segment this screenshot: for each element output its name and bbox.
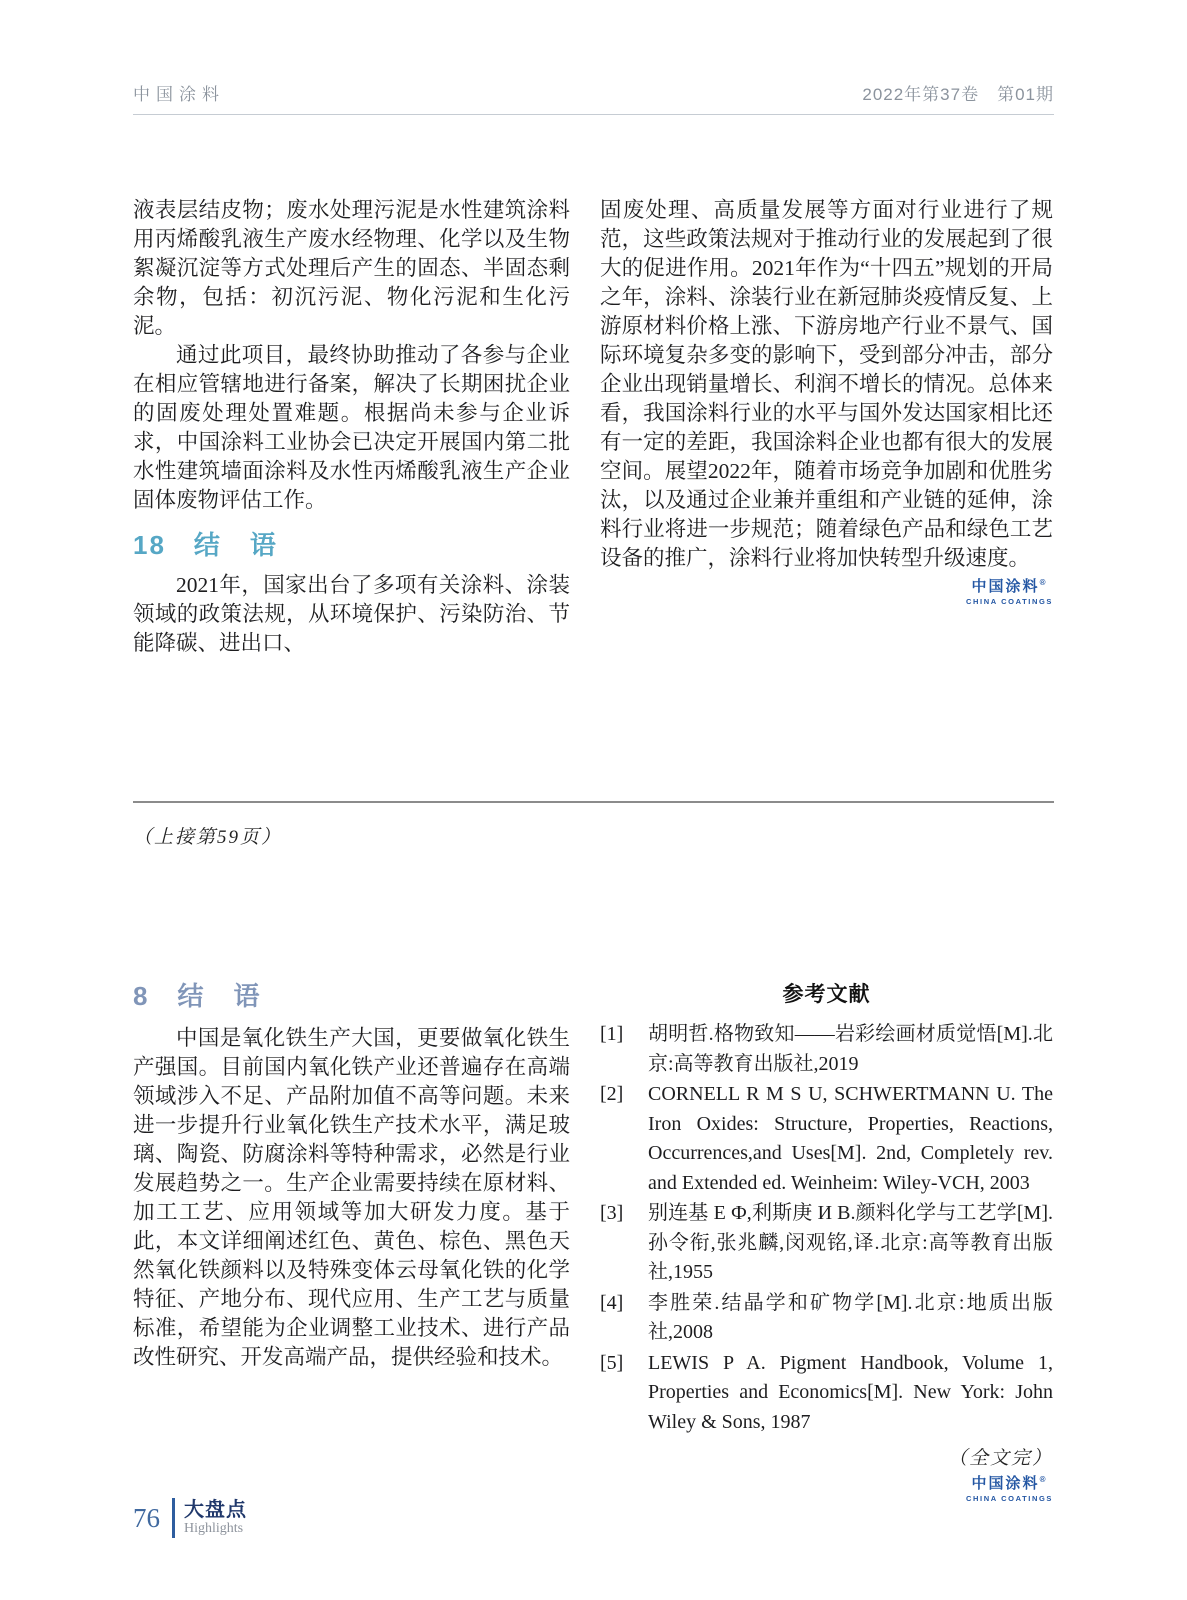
reference-text: CORNELL R M S U, SCHWERTMANN U. The Iron Oxides: Structure, Properties, Reactions, Occurrences,and Uses[M]. 2nd, Completely rev. and Extended ed. Weinheim: Wiley-VCH, 2003 [648, 1083, 1053, 1194]
reference-item [600, 1020, 1053, 1079]
china-coatings-logo [966, 1476, 1053, 1503]
section-heading-8-conclusion: 8 结 语 [133, 981, 262, 1011]
column-name-english: Highlights [184, 1521, 244, 1536]
reference-text: 别连基 Е Ф,利斯庚 И В.颜料化学与工艺学[M].孙令衔,张兆麟,闵观铭,译.北京:高等教育出版社,1955 [648, 1202, 1053, 1283]
references-column [600, 978, 1053, 1506]
reference-number: [1] [600, 1023, 624, 1045]
end-of-article-note: （全文完） [947, 1448, 1053, 1469]
article-bottom [133, 978, 1054, 1506]
issue-info: 2022年第37卷 第01期 [862, 85, 1054, 104]
footer-divider-bar [172, 1498, 175, 1538]
reference-item [600, 1199, 1053, 1288]
column-name: 大盘点 [184, 1499, 247, 1521]
reference-text: 胡明哲.格物致知——岩彩绘画材质觉悟[M].北京:高等教育出版社,2019 [648, 1023, 1053, 1075]
logo-container [600, 579, 1053, 609]
page-footer [133, 1498, 247, 1538]
page-number: 76 [133, 1502, 160, 1533]
china-coatings-logo [966, 579, 1053, 606]
column-name-block [184, 1499, 247, 1537]
logo-text-en: CHINA COATINGS [966, 1493, 1053, 1503]
continuation-note: （上接第59页） [133, 827, 283, 848]
article-top [133, 196, 1054, 658]
reference-number: [2] [600, 1083, 624, 1105]
logo-text-en: CHINA COATINGS [966, 596, 1053, 606]
journal-brand: 中国涂料 [133, 85, 225, 104]
paragraph: 通过此项目，最终协助推动了各参与企业在相应管辖地进行备案，解决了长期困扰企业的固废处理处置难题。根据尚未参与企业诉求，中国涂料工业协会已决定开展国内第二批水性建筑墙面涂料及水性丙烯酸乳液生产企业固体废物评估工作。 [133, 343, 570, 512]
page-header [133, 80, 1054, 115]
registered-mark: ® [1039, 1475, 1048, 1484]
reference-text: 李胜荣.结晶学和矿物学[M].北京:地质出版社,2008 [648, 1291, 1053, 1343]
reference-item [600, 1289, 1053, 1348]
logo-text-cn: 中国涂料® [971, 578, 1048, 595]
section-heading-18-conclusion: 18 结 语 [133, 530, 278, 560]
article-divider [133, 801, 1054, 803]
logo-container [600, 1476, 1053, 1506]
paragraph: 2021年，国家出台了多项有关涂料、涂装领域的政策法规，从环境保护、污染防治、节能降碳、进出口、 [133, 573, 570, 655]
references-title: 参考文献 [782, 983, 871, 1006]
paragraph: 固废处理、高质量发展等方面对行业进行了规范，这些政策法规对于推动行业的发展起到了很大的促进作用。2021年作为“十四五”规划的开局之年，涂料、涂装行业在新冠肺炎疫情反复、上游原材料价格上涨、下游房地产行业不景气、国际环境复杂多变的影响下，受到部分冲击，部分企业出现销量增长、利润不增长的情况。总体来看，我国涂料行业的水平与国外发达国家相比还有一定的差距，我国涂料企业也都有很大的发展空间。展望2022年，随着市场竞争加剧和优胜劣汰，以及通过企业兼并重组和产业链的延伸，涂料行业将进一步规范；随着绿色产品和绿色工艺设备的推广，涂料行业将加快转型升级速度。 [600, 198, 1053, 570]
article-top-right-column [600, 196, 1053, 658]
reference-number: [3] [600, 1202, 624, 1224]
reference-number: [4] [600, 1291, 624, 1314]
reference-number: [5] [600, 1351, 624, 1374]
paragraph: 液表层结皮物；废水处理污泥是水性建筑涂料用丙烯酸乳液生产废水经物理、化学以及生物絮凝沉淀等方式处理后产生的固态、半固态剩余物，包括：初沉污泥、物化污泥和生化污泥。 [133, 198, 570, 338]
paragraph: 中国是氧化铁生产大国，更要做氧化铁生产强国。目前国内氧化铁产业还普遍存在高端领域涉入不足、产品附加值不高等问题。未来进一步提升行业氧化铁生产技术水平，满足玻璃、陶瓷、防腐涂料等特种需求，必然是行业发展趋势之一。生产企业需要持续在原材料、加工工艺、应用领域等加大研发力度。基于此，本文详细阐述红色、黄色、棕色、黑色天然氧化铁颜料以及特殊变体云母氧化铁的化学特征、产地分布、现代应用、生产工艺与质量标准，希望能为企业调整工业技术、进行产品改性研究、开发高端产品，提供经验和技术。 [133, 1026, 570, 1369]
logo-text-cn: 中国涂料® [971, 1475, 1048, 1492]
registered-mark: ® [1039, 578, 1048, 587]
article-bottom-left-column [133, 978, 570, 1506]
reference-item [600, 1080, 1053, 1198]
article-top-left-column [133, 196, 570, 658]
reference-item [600, 1349, 1053, 1438]
reference-text: LEWIS P A. Pigment Handbook, Volume 1, Properties and Economics[M]. New York: John Wiley & Sons, 1987 [648, 1351, 1053, 1433]
